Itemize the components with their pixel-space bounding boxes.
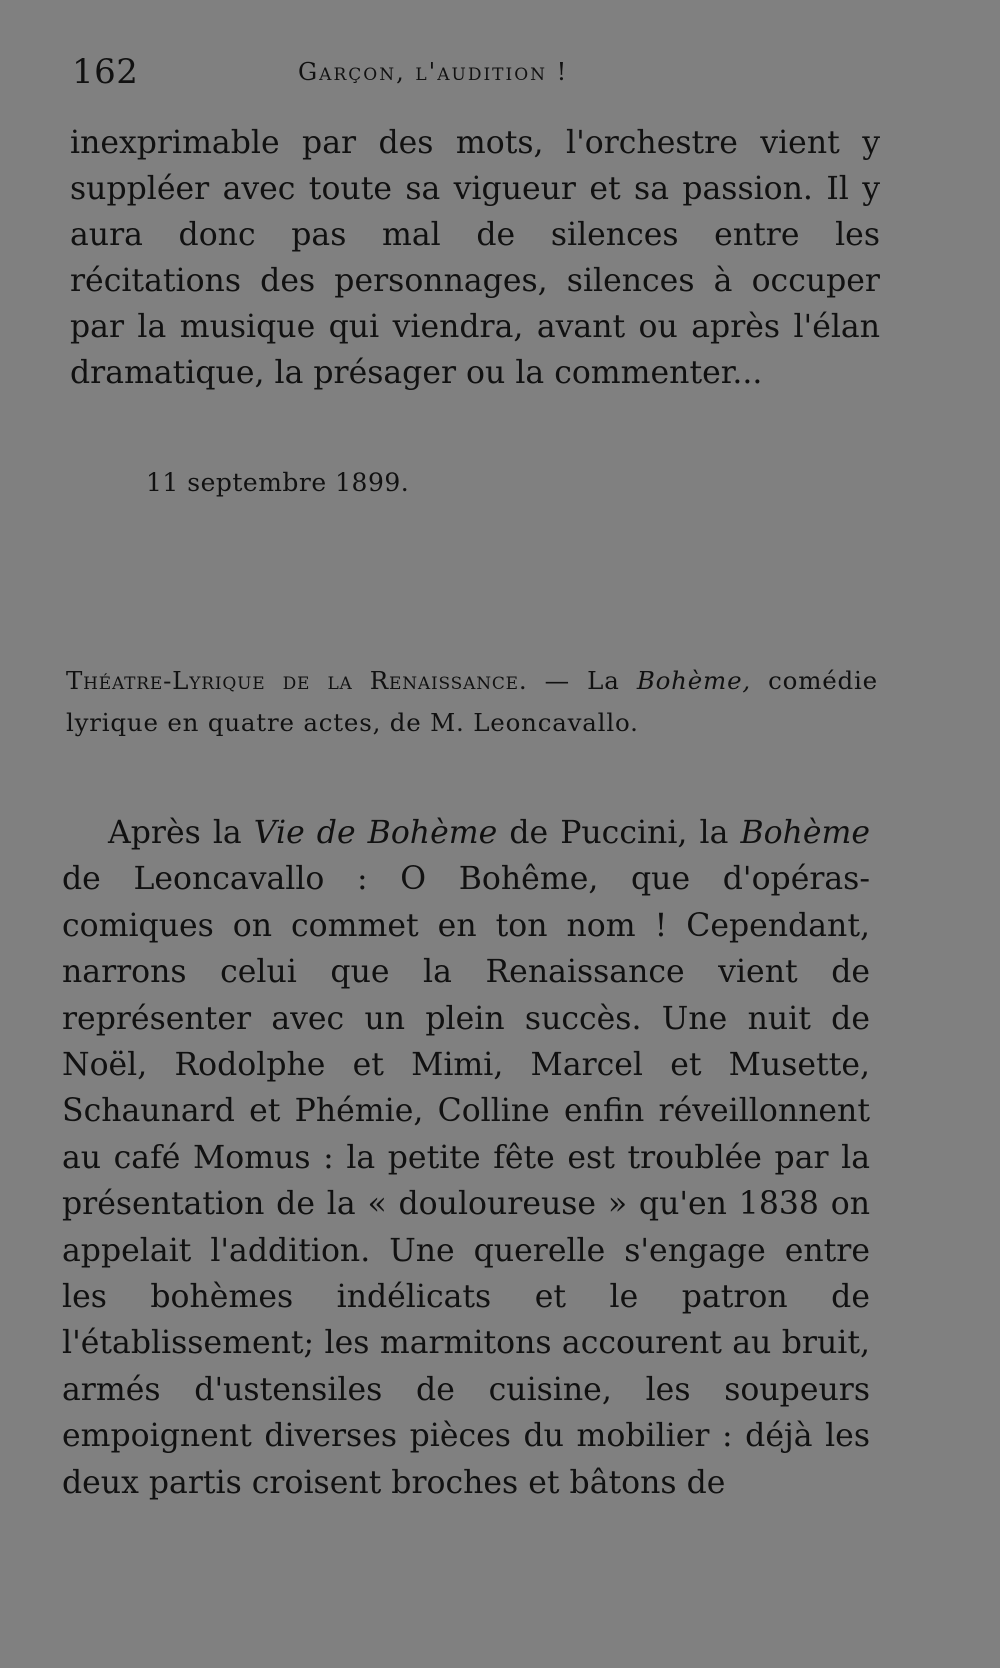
- running-title: Garçon, l'audition !: [298, 58, 569, 86]
- paragraph-continuation: inexprimable par des mots, l'orchestre vient y suppléer avec toute sa vigueur et sa passion. Il y aura donc pas mal de silences entre les récitations des personnages, silences à occuper par la musique qui viendra, avant ou après l'élan dramatique, la présager ou la commenter...: [70, 125, 880, 391]
- text-run: de Puccini, la: [497, 815, 741, 851]
- work-description: comédie lyrique en quatre actes, de M. Leoncavallo.: [66, 666, 878, 737]
- text-run: de Leoncavallo : O Bohême, que d'opéras-comiques on commet en ton nom ! Cependant, narrons celui que la Renaissance vient de représenter avec un plein succès. Une nuit de Noël, Rodolphe et Mimi, Marcel et Musette, Schaunard et Phémie, Colline enfin réveillonnent au café Momus : la petite fête est troublée par la présentation de la « douloureuse » qu'en 1838 on appelait l'addition. Une querelle s'engage entre les bohèmes indélicats et le patron de l'établissement; les marmitons accourent au bruit, armés d'ustensiles de cuisine, les soupeurs empoignent diverses pièces du mobilier : déjà les deux partis croisent broches et bâtons de: [62, 861, 870, 1501]
- work-title: Bohème,: [636, 666, 751, 695]
- page-number: 162: [72, 52, 139, 92]
- running-head: [70, 48, 880, 98]
- review-paragraph: [62, 810, 870, 1506]
- italic-title-vie-de-boheme: Vie de Bohème: [253, 815, 498, 851]
- text-run: Après la: [108, 815, 254, 851]
- heading-dash: — La: [527, 666, 637, 695]
- section-heading: [66, 660, 878, 744]
- italic-title-boheme: Bohème: [740, 815, 870, 851]
- theatre-name: Théatre-Lyrique de la Renaissance.: [66, 666, 528, 695]
- dateline: 11 septembre 1899.: [146, 468, 410, 497]
